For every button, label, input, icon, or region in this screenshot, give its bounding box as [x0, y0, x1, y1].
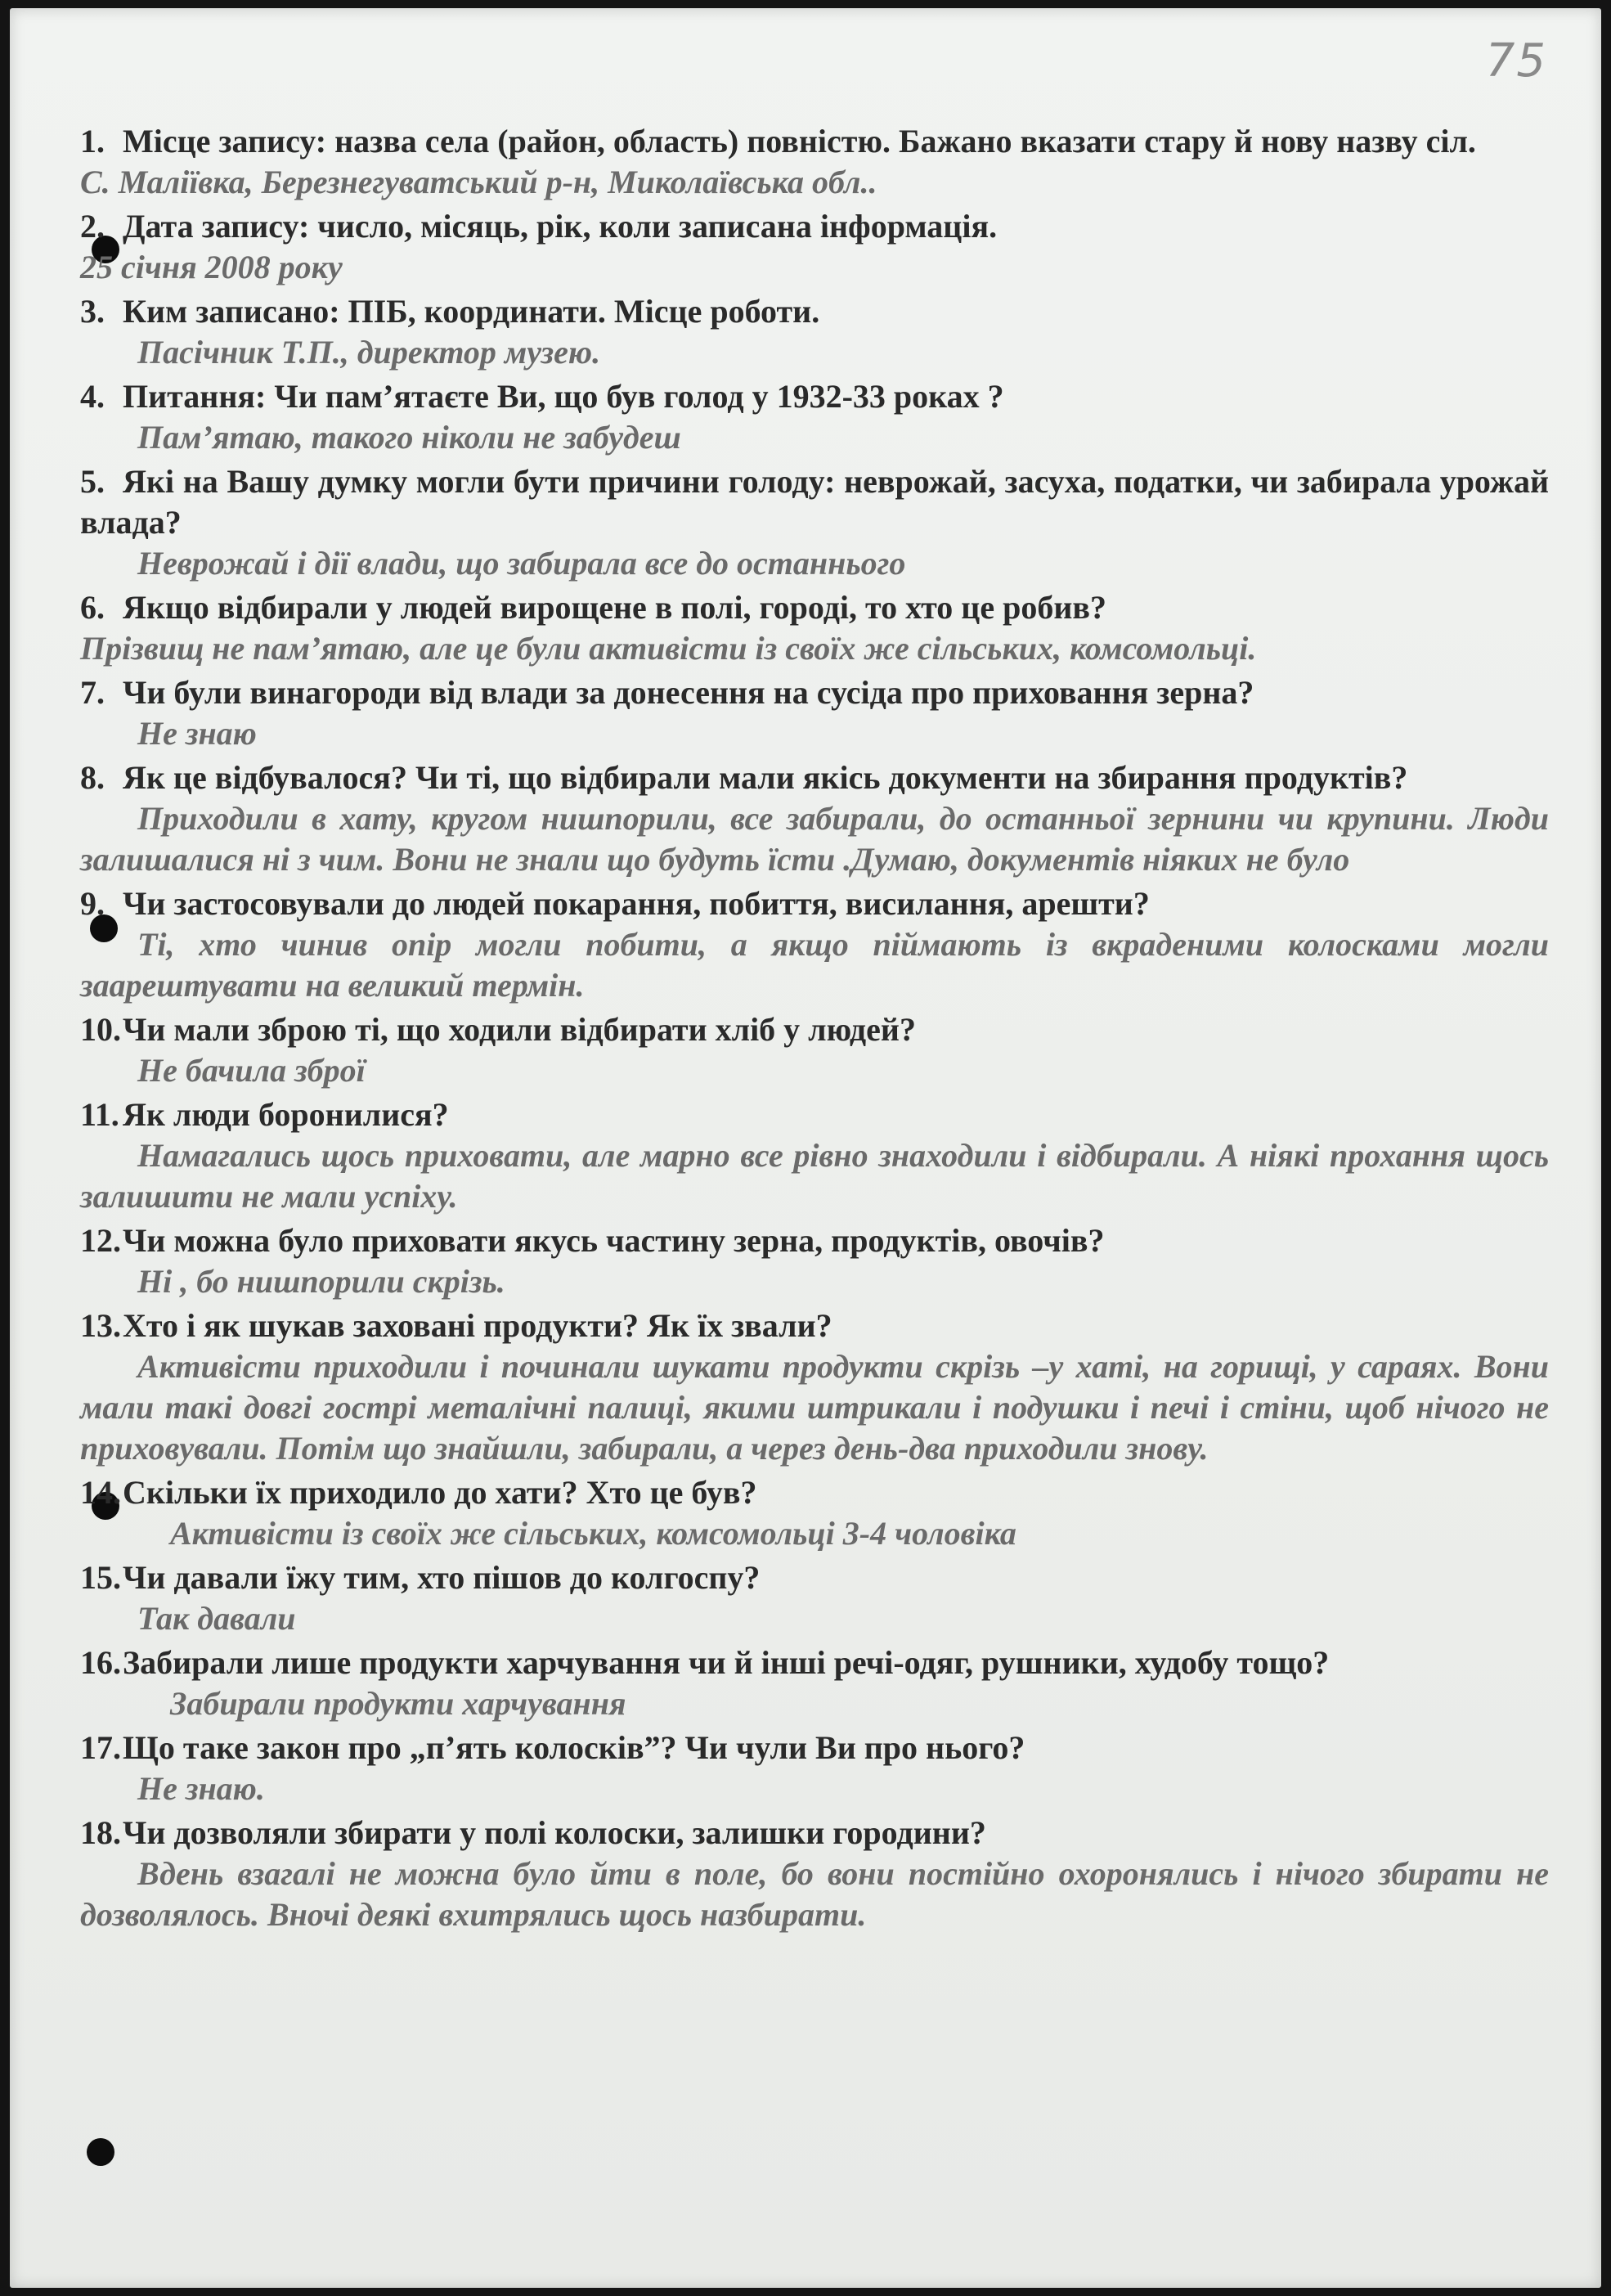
- question: 13.Хто і як шукав заховані продукти? Як їх звали?: [80, 1307, 832, 1344]
- question: 2. Дата запису: число, місяць, рік, коли записана інформація.: [80, 208, 998, 245]
- question: 1. Місце запису: назва села (район, область) повністю. Бажано вказати стару й нову назву сіл.: [80, 123, 1476, 160]
- answer: Приходили в хату, кругом нишпорили, все забирали, до останньої зернини чи крупини. Люди залишалися ні з чим. Вони не знали що будуть їсти .Думаю, документів ніяких не було: [80, 800, 1549, 878]
- document-page: [10, 8, 1601, 2288]
- question: 4. Питання: Чи пам’ятаєте Ви, що був голод у 1932-33 роках ?: [80, 378, 1004, 415]
- question: 14.Скільки їх приходило до хати? Хто це був?: [80, 1474, 757, 1511]
- answer: Неврожай і дії влади, що забирала все до останнього: [137, 545, 906, 582]
- answer: Активісти приходили і починали шукати продукти скрізь –у хаті, на горищі, у сараях. Вони мали такі довгі гострі металічні палиці, якими штрикали і подушки і печі і стіни, щоб нічого не приховували. Потім що знайшли, забирали, а через день-два приходили знову.: [80, 1348, 1549, 1467]
- answer: Так давали: [137, 1600, 296, 1637]
- question: 18.Чи дозволяли збирати у полі колоски, залишки городини?: [80, 1814, 986, 1851]
- question: 5. Які на Вашу думку могли бути причини голоду: неврожай, засуха, податки, чи забирала урожай влада?: [80, 463, 1549, 541]
- question: 7. Чи були винагороди від влади за донесення на сусіда про приховання зерна?: [80, 674, 1254, 711]
- question: 16.Забирали лише продукти харчування чи й інші речі-одяг, рушники, худобу тощо?: [80, 1644, 1330, 1681]
- question: 15.Чи давали їжу тим, хто пішов до колгоспу?: [80, 1559, 761, 1596]
- answer: Активісти із своїх же сільських, комсомольці 3-4 чоловіка: [170, 1515, 1016, 1552]
- answer: 25 січня 2008 року: [80, 249, 343, 285]
- answer: Ні , бо нишпорили скрізь.: [137, 1263, 505, 1300]
- question: 8. Як це відбувалося? Чи ті, що відбирали мали якісь документи на збирання продуктів?: [80, 759, 1408, 796]
- answer: Пам’ятаю, такого ніколи не забудеш: [137, 419, 681, 456]
- question: 6. Якщо відбирали у людей вирощене в полі, городі, то хто це робив?: [80, 589, 1106, 626]
- answer: Пасічник Т.П., директор музею.: [137, 334, 601, 371]
- answer: Не знаю: [137, 715, 257, 752]
- answer: Вдень взагалі не можна було йти в поле, бо вони постійно охоронялись і нічого збирати не дозволялось. Вночі деякі вхитрялись щось назбирати.: [80, 1855, 1549, 1933]
- questionnaire: [80, 121, 1549, 1939]
- answer: Прізвищ не пам’ятаю, але це були активісти із своїх же сільських, комсомольці.: [80, 630, 1257, 667]
- answer: Забирали продукти харчування: [170, 1685, 626, 1722]
- page-number: 75: [1485, 34, 1547, 88]
- answer: Не знаю.: [137, 1770, 265, 1807]
- answer: Ті, хто чинив опір могли побити, а якщо піймають із вкраденими колосками могли заарештувати на великий термін.: [80, 926, 1549, 1004]
- question: 10.Чи мали зброю ті, що ходили відбирати хліб у людей?: [80, 1011, 916, 1048]
- answer: С. Маліївка, Березнегуватський р-н, Миколаївська обл..: [80, 164, 877, 200]
- answer: Не бачила зброї: [137, 1052, 366, 1089]
- question: 17.Що таке закон про „п’ять колосків”? Чи чули Ви про нього?: [80, 1729, 1025, 1766]
- question: 12.Чи можна було приховати якусь частину зерна, продуктів, овочів?: [80, 1222, 1105, 1259]
- question: 11. Як люди боронилися?: [80, 1096, 449, 1133]
- question: 9. Чи застосовували до людей покарання, побиття, висилання, арешти?: [80, 885, 1150, 922]
- answer: Намагались щось приховати, але марно все рівно знаходили і відбирали. А ніякі прохання щось залишити не мали успіху.: [80, 1137, 1549, 1215]
- question: 3. Ким записано: ПІБ, координати. Місце роботи.: [80, 293, 820, 330]
- punch-hole: [87, 2138, 114, 2166]
